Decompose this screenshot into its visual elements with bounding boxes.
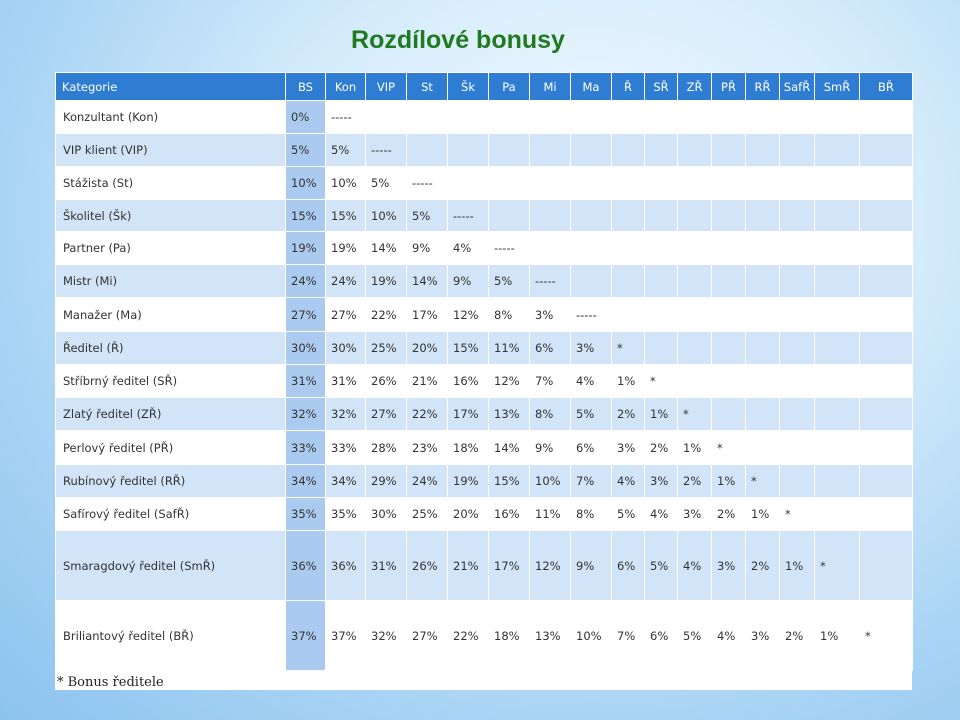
table-cell: 10% — [530, 465, 571, 498]
table-cell: 22% — [448, 601, 489, 671]
table-cell: 16% — [448, 365, 489, 398]
table-cell — [860, 365, 913, 398]
table-cell: 9% — [407, 232, 448, 265]
table-cell: 11% — [489, 332, 530, 365]
table-row — [56, 298, 913, 332]
table-cell: 27% — [407, 601, 448, 671]
table-cell: 26% — [366, 365, 407, 398]
table-cell: * — [645, 365, 678, 398]
table-cell — [530, 167, 571, 200]
table-cell — [746, 232, 780, 265]
table-cell: ----- — [448, 200, 489, 232]
table-cell — [571, 167, 612, 200]
table-cell — [780, 101, 815, 134]
table-cell — [780, 332, 815, 365]
table-cell — [860, 232, 913, 265]
table-cell: 10% — [326, 167, 366, 200]
table-cell: 10% — [366, 200, 407, 232]
table-cell: 21% — [448, 531, 489, 601]
table-cell: 31% — [326, 365, 366, 398]
table-cell — [780, 398, 815, 431]
table-cell: 3% — [571, 332, 612, 365]
table-cell: 2% — [612, 398, 645, 431]
table-cell: ----- — [489, 232, 530, 265]
table-cell: 32% — [366, 601, 407, 671]
table-cell — [746, 298, 780, 332]
table-cell: 23% — [407, 431, 448, 465]
category-name: Briliantový ředitel (BŘ) — [56, 601, 286, 671]
table-cell: 11% — [530, 498, 571, 531]
table-cell: 3% — [746, 601, 780, 671]
table-cell: 2% — [712, 498, 746, 531]
table-cell: * — [746, 465, 780, 498]
table-row — [56, 431, 913, 465]
column-header: Pa — [489, 73, 530, 101]
table-cell — [645, 200, 678, 232]
table-cell — [860, 398, 913, 431]
table-cell — [407, 101, 448, 134]
table-cell — [612, 265, 645, 298]
table-cell — [746, 265, 780, 298]
table-cell: 4% — [712, 601, 746, 671]
table-cell: 12% — [448, 298, 489, 332]
table-cell — [780, 232, 815, 265]
column-header: RŘ — [746, 73, 780, 101]
table-cell — [678, 134, 712, 167]
table-cell: 8% — [530, 398, 571, 431]
table-cell — [612, 298, 645, 332]
column-header: VIP — [366, 73, 407, 101]
table-cell — [815, 332, 860, 365]
table-cell — [612, 167, 645, 200]
table-cell: 4% — [678, 531, 712, 601]
table-cell — [780, 365, 815, 398]
table-cell — [746, 101, 780, 134]
table-cell — [780, 265, 815, 298]
table-cell — [530, 200, 571, 232]
table-cell — [489, 101, 530, 134]
table-row — [56, 101, 913, 134]
category-name: Zlatý ředitel (ZŘ) — [56, 398, 286, 431]
table-cell: 3% — [645, 465, 678, 498]
column-header: SafŘ — [780, 73, 815, 101]
table-cell — [530, 101, 571, 134]
column-header: Kon — [326, 73, 366, 101]
column-header: Ř — [612, 73, 645, 101]
table-cell: 5% — [612, 498, 645, 531]
table-cell: 19% — [326, 232, 366, 265]
table-cell: 19% — [448, 465, 489, 498]
table-cell — [815, 232, 860, 265]
table-cell: 5% — [645, 531, 678, 601]
table-cell: 26% — [407, 531, 448, 601]
table-cell — [448, 134, 489, 167]
category-name: Školitel (Šk) — [56, 200, 286, 232]
table-cell: 6% — [645, 601, 678, 671]
table-row — [56, 232, 913, 265]
table-cell: 24% — [407, 465, 448, 498]
table-cell — [815, 498, 860, 531]
table-cell: 6% — [530, 332, 571, 365]
table-cell: 25% — [366, 332, 407, 365]
table-cell: 5% — [366, 167, 407, 200]
table-cell — [746, 332, 780, 365]
table-cell — [815, 134, 860, 167]
table-cell — [712, 298, 746, 332]
table-cell — [712, 200, 746, 232]
table-cell — [571, 101, 612, 134]
table-cell: 12% — [489, 365, 530, 398]
table-cell: 15% — [326, 200, 366, 232]
table-cell: ----- — [407, 167, 448, 200]
base-bonus-cell: 31% — [286, 365, 326, 398]
table-cell — [860, 134, 913, 167]
table-cell: 16% — [489, 498, 530, 531]
table-cell: 9% — [571, 531, 612, 601]
table-cell — [746, 398, 780, 431]
table-cell — [815, 431, 860, 465]
table-row — [56, 531, 913, 601]
table-cell — [860, 200, 913, 232]
table-cell: 8% — [489, 298, 530, 332]
table-cell — [712, 398, 746, 431]
category-name: Partner (Pa) — [56, 232, 286, 265]
base-bonus-cell: 5% — [286, 134, 326, 167]
table-cell: 20% — [407, 332, 448, 365]
table-cell — [489, 134, 530, 167]
table-cell — [678, 167, 712, 200]
table-cell — [815, 101, 860, 134]
base-bonus-cell: 0% — [286, 101, 326, 134]
table-cell — [712, 167, 746, 200]
category-name: Rubínový ředitel (RŘ) — [56, 465, 286, 498]
table-cell — [678, 232, 712, 265]
table-cell — [530, 232, 571, 265]
table-cell — [815, 398, 860, 431]
table-row — [56, 332, 913, 365]
table-cell — [645, 167, 678, 200]
table-cell — [780, 465, 815, 498]
column-header: BS — [286, 73, 326, 101]
table-cell — [645, 101, 678, 134]
table-cell: 27% — [326, 298, 366, 332]
table-cell: 7% — [612, 601, 645, 671]
table-cell — [571, 232, 612, 265]
table-cell — [571, 134, 612, 167]
table-cell: 33% — [326, 431, 366, 465]
table-cell: 1% — [815, 601, 860, 671]
table-cell: 10% — [571, 601, 612, 671]
category-name: VIP klient (VIP) — [56, 134, 286, 167]
table-cell: 17% — [407, 298, 448, 332]
table-cell: 28% — [366, 431, 407, 465]
table-cell: 12% — [530, 531, 571, 601]
table-cell: 3% — [530, 298, 571, 332]
table-cell — [860, 465, 913, 498]
table-cell: 4% — [448, 232, 489, 265]
table-cell — [712, 332, 746, 365]
column-header: Ma — [571, 73, 612, 101]
table-cell — [645, 332, 678, 365]
table-cell: 2% — [678, 465, 712, 498]
table-cell: 14% — [489, 431, 530, 465]
table-cell — [860, 332, 913, 365]
category-name: Smaragdový ředitel (SmŘ) — [56, 531, 286, 601]
table-cell — [746, 200, 780, 232]
base-bonus-cell: 34% — [286, 465, 326, 498]
category-name: Konzultant (Kon) — [56, 101, 286, 134]
table-cell: 22% — [366, 298, 407, 332]
category-name: Safírový ředitel (SafŘ) — [56, 498, 286, 531]
bonus-table — [55, 72, 913, 671]
column-header: BŘ — [860, 73, 913, 101]
footnote: * Bonus ředitele — [57, 675, 164, 690]
table-row — [56, 465, 913, 498]
table-cell — [860, 298, 913, 332]
table-cell: 5% — [489, 265, 530, 298]
table-cell — [678, 200, 712, 232]
table-cell — [712, 101, 746, 134]
table-cell: * — [678, 398, 712, 431]
table-cell — [815, 365, 860, 398]
table-cell: 34% — [326, 465, 366, 498]
table-cell: 3% — [612, 431, 645, 465]
table-cell: 5% — [571, 398, 612, 431]
table-cell: 2% — [645, 431, 678, 465]
table-cell — [780, 431, 815, 465]
table-cell — [712, 232, 746, 265]
table-cell: 24% — [326, 265, 366, 298]
table-cell — [860, 265, 913, 298]
table-cell — [448, 101, 489, 134]
table-cell: 30% — [326, 332, 366, 365]
table-cell: 1% — [678, 431, 712, 465]
table-cell — [860, 167, 913, 200]
table-cell: 20% — [448, 498, 489, 531]
table-cell: 9% — [530, 431, 571, 465]
base-bonus-cell: 33% — [286, 431, 326, 465]
table-cell — [815, 298, 860, 332]
table-cell: 6% — [612, 531, 645, 601]
table-cell: * — [712, 431, 746, 465]
table-cell — [571, 200, 612, 232]
table-cell: 17% — [489, 531, 530, 601]
table-cell — [678, 365, 712, 398]
column-header: Šk — [448, 73, 489, 101]
column-header-category: Kategorie — [56, 73, 286, 101]
table-cell: 32% — [326, 398, 366, 431]
table-cell: ----- — [571, 298, 612, 332]
table-cell: 35% — [326, 498, 366, 531]
table-cell: 14% — [407, 265, 448, 298]
table-cell — [612, 134, 645, 167]
column-header: ZŘ — [678, 73, 712, 101]
category-name: Mistr (Mi) — [56, 265, 286, 298]
table-cell: * — [612, 332, 645, 365]
table-cell — [746, 167, 780, 200]
table-cell: 19% — [366, 265, 407, 298]
table-cell — [645, 232, 678, 265]
table-cell — [815, 465, 860, 498]
column-header: PŘ — [712, 73, 746, 101]
column-header: SmŘ — [815, 73, 860, 101]
table-cell: 3% — [712, 531, 746, 601]
table-cell: 1% — [780, 531, 815, 601]
table-cell — [860, 431, 913, 465]
table-cell — [815, 265, 860, 298]
base-bonus-cell: 15% — [286, 200, 326, 232]
table-cell: 5% — [678, 601, 712, 671]
table-cell — [612, 232, 645, 265]
table-cell — [407, 134, 448, 167]
bonus-table-panel — [55, 72, 912, 690]
table-cell — [612, 101, 645, 134]
table-cell: 15% — [448, 332, 489, 365]
table-cell: 1% — [645, 398, 678, 431]
category-name: Ředitel (Ř) — [56, 332, 286, 365]
table-cell: 29% — [366, 465, 407, 498]
table-cell: 36% — [326, 531, 366, 601]
table-cell: 9% — [448, 265, 489, 298]
table-cell — [612, 200, 645, 232]
table-cell: 13% — [489, 398, 530, 431]
table-cell: 17% — [448, 398, 489, 431]
table-cell — [860, 498, 913, 531]
table-cell: 7% — [530, 365, 571, 398]
table-cell: 1% — [746, 498, 780, 531]
table-cell — [571, 265, 612, 298]
table-cell: 4% — [645, 498, 678, 531]
table-cell — [530, 134, 571, 167]
category-name: Manažer (Ma) — [56, 298, 286, 332]
table-cell — [815, 200, 860, 232]
table-cell: 14% — [366, 232, 407, 265]
category-name: Perlový ředitel (PŘ) — [56, 431, 286, 465]
table-row — [56, 167, 913, 200]
table-cell — [746, 134, 780, 167]
category-name: Stříbrný ředitel (SŘ) — [56, 365, 286, 398]
table-cell — [712, 134, 746, 167]
table-cell: 5% — [326, 134, 366, 167]
table-cell — [860, 531, 913, 601]
table-cell: * — [815, 531, 860, 601]
table-cell — [645, 298, 678, 332]
table-cell: 1% — [612, 365, 645, 398]
table-cell: 30% — [366, 498, 407, 531]
table-cell: 27% — [366, 398, 407, 431]
table-cell — [746, 365, 780, 398]
table-row — [56, 134, 913, 167]
base-bonus-cell: 30% — [286, 332, 326, 365]
column-header: Mi — [530, 73, 571, 101]
base-bonus-cell: 24% — [286, 265, 326, 298]
base-bonus-cell: 36% — [286, 531, 326, 601]
table-cell: 4% — [612, 465, 645, 498]
table-cell: 8% — [571, 498, 612, 531]
table-cell — [712, 365, 746, 398]
table-cell: 7% — [571, 465, 612, 498]
column-header: St — [407, 73, 448, 101]
table-cell: 2% — [780, 601, 815, 671]
category-name: Stážista (St) — [56, 167, 286, 200]
table-row — [56, 365, 913, 398]
table-cell: 2% — [746, 531, 780, 601]
table-row — [56, 265, 913, 298]
table-cell — [645, 265, 678, 298]
table-cell — [678, 101, 712, 134]
table-cell: * — [780, 498, 815, 531]
table-cell: 22% — [407, 398, 448, 431]
table-cell — [780, 298, 815, 332]
table-cell — [780, 134, 815, 167]
table-cell: 18% — [448, 431, 489, 465]
base-bonus-cell: 27% — [286, 298, 326, 332]
table-cell: * — [860, 601, 913, 671]
table-cell: 18% — [489, 601, 530, 671]
table-cell: 31% — [366, 531, 407, 601]
table-cell: 21% — [407, 365, 448, 398]
table-cell: 15% — [489, 465, 530, 498]
table-cell: ----- — [530, 265, 571, 298]
table-row — [56, 498, 913, 531]
slide-title: Rozdílové bonusy — [351, 26, 565, 54]
table-cell: 6% — [571, 431, 612, 465]
table-cell: 3% — [678, 498, 712, 531]
table-cell: 1% — [712, 465, 746, 498]
table-row — [56, 200, 913, 232]
table-cell: ----- — [326, 101, 366, 134]
base-bonus-cell: 35% — [286, 498, 326, 531]
table-cell — [678, 298, 712, 332]
table-row — [56, 398, 913, 431]
table-cell — [645, 134, 678, 167]
table-cell — [746, 431, 780, 465]
table-cell — [780, 200, 815, 232]
base-bonus-cell: 37% — [286, 601, 326, 671]
base-bonus-cell: 32% — [286, 398, 326, 431]
table-cell: 5% — [407, 200, 448, 232]
table-cell — [678, 265, 712, 298]
table-cell: 4% — [571, 365, 612, 398]
table-cell: ----- — [366, 134, 407, 167]
table-cell: 13% — [530, 601, 571, 671]
table-cell: 37% — [326, 601, 366, 671]
table-cell — [815, 167, 860, 200]
column-header: SŘ — [645, 73, 678, 101]
table-header-row — [56, 73, 913, 101]
table-cell — [489, 200, 530, 232]
table-cell — [678, 332, 712, 365]
table-cell — [366, 101, 407, 134]
table-cell: 25% — [407, 498, 448, 531]
table-cell — [448, 167, 489, 200]
table-cell — [712, 265, 746, 298]
table-cell — [860, 101, 913, 134]
table-row — [56, 601, 913, 671]
table-cell — [489, 167, 530, 200]
base-bonus-cell: 19% — [286, 232, 326, 265]
base-bonus-cell: 10% — [286, 167, 326, 200]
table-cell — [780, 167, 815, 200]
